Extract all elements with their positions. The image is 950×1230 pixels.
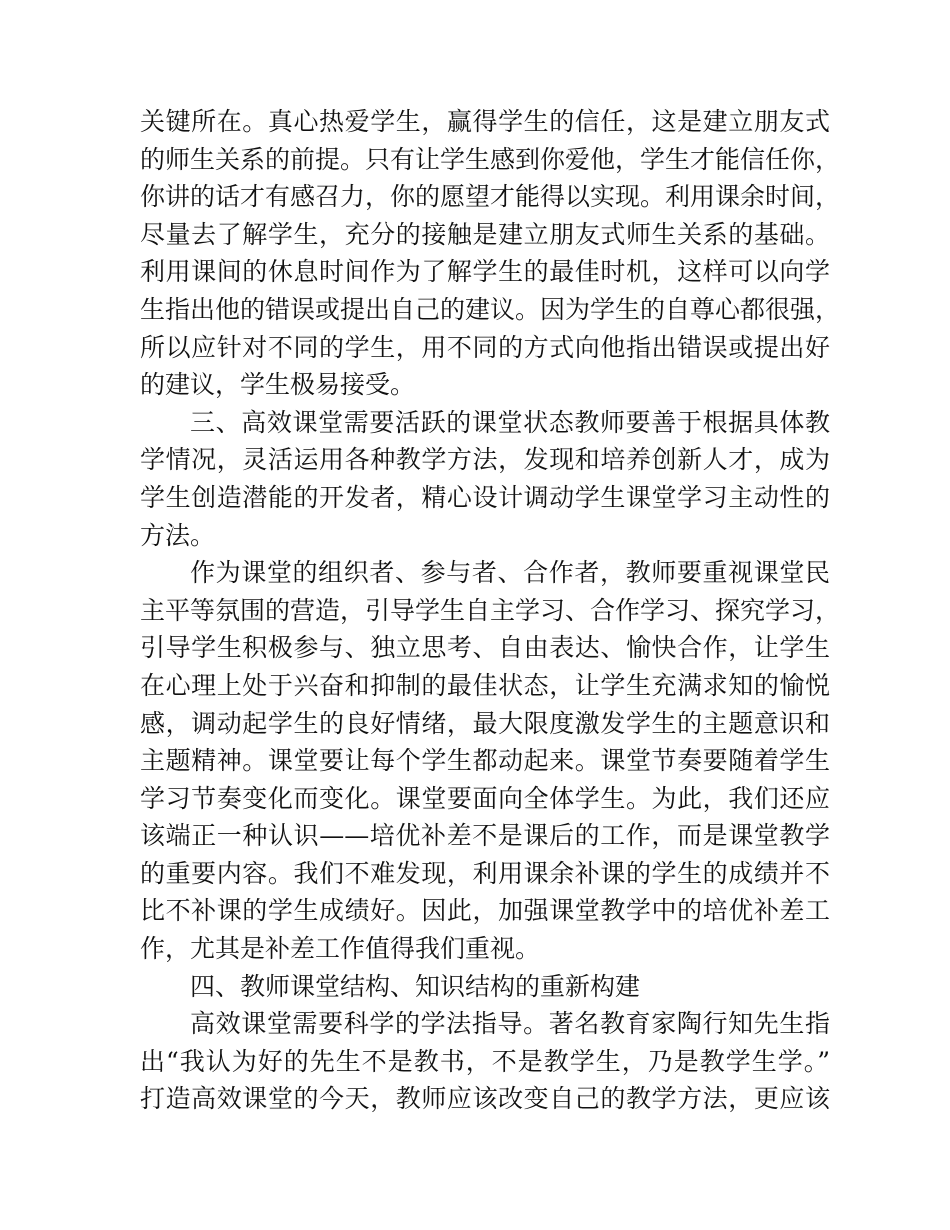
text-line: 学情况，灵活运用各种教学方法，发现和培养创新人才，成为	[140, 445, 830, 475]
text-line: 作为课堂的组织者、参与者、合作者，教师要重视课堂民	[190, 558, 830, 588]
text-line: 四、教师课堂结构、知识结构的重新构建	[190, 971, 641, 1001]
text-line: 该端正一种认识——培优补差不是课后的工作，而是课堂教学	[140, 821, 830, 851]
text-line: 你讲的话才有感召力，你的愿望才能得以实现。利用课余时间，	[140, 182, 841, 212]
text-line: 方法。	[140, 520, 216, 550]
text-line: 的师生关系的前提。只有让学生感到你爱他，学生才能信任你，	[140, 144, 841, 174]
text-line: 学生创造潜能的开发者，精心设计调动学生课堂学习主动性的	[140, 482, 830, 512]
text-line: 所以应针对不同的学生，用不同的方式向他指出错误或提出好	[140, 332, 830, 362]
text-line: 在心理上处于兴奋和抑制的最佳状态，让学生充满求知的愉悦	[140, 670, 830, 700]
text-line: 三、高效课堂需要活跃的课堂状态教师要善于根据具体教	[190, 407, 830, 437]
text-line: 主题精神。课堂要让每个学生都动起来。课堂节奏要随着学生	[140, 746, 830, 776]
text-line: 学习节奏变化而变化。课堂要面向全体学生。为此，我们还应	[140, 783, 830, 813]
text-line: 利用课间的休息时间作为了解学生的最佳时机，这样可以向学	[140, 257, 830, 287]
text-line: 关键所在。真心热爱学生，赢得学生的信任，这是建立朋友式	[140, 107, 830, 136]
text-line: 作，尤其是补差工作值得我们重视。	[140, 934, 541, 964]
text-line: 引导学生积极参与、独立思考、自由表达、愉快合作，让学生	[140, 633, 830, 663]
text-line: 感，调动起学生的良好情绪，最大限度激发学生的主题意识和	[140, 708, 830, 738]
text-line: 的重要内容。我们不难发现，利用课余补课的学生的成绩并不	[140, 858, 830, 888]
text-line: 主平等氛围的营造，引导学生自主学习、合作学习、探究学习，	[140, 595, 841, 625]
text-line: 打造高效课堂的今天，教师应该改变自己的教学方法，更应该	[140, 1084, 830, 1114]
text-line: 高效课堂需要科学的学法指导。著名教育家陶行知先生指	[190, 1009, 830, 1039]
document-body	[140, 103, 841, 1118]
text-line: 比不补课的学生成绩好。因此，加强课堂教学中的培优补差工	[140, 896, 830, 926]
text-line: 的建议，学生极易接受。	[140, 370, 416, 400]
text-line: 尽量去了解学生，充分的接触是建立朋友式师生关系的基础。	[140, 219, 830, 249]
text-line: 出“我认为好的先生不是教书，不是教学生，乃是教学生学。”	[140, 1046, 830, 1076]
text-line: 生指出他的错误或提出自己的建议。因为学生的自尊心都很强，	[140, 294, 841, 324]
